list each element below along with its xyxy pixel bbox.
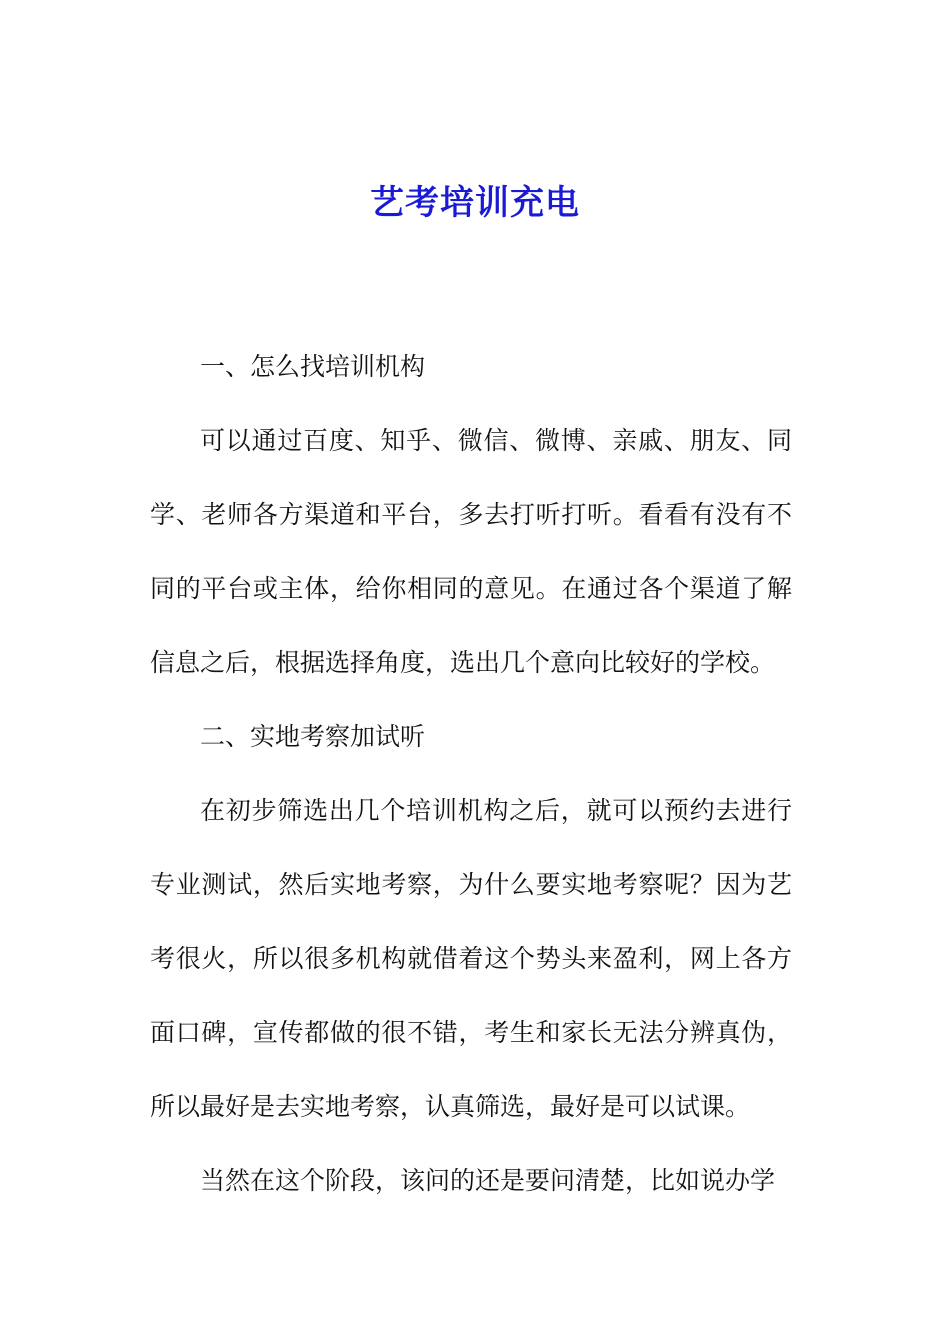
paragraph-ask-questions: 当然在这个阶段，该问的还是要问清楚，比如说办学	[200, 1166, 776, 1195]
section-heading-2: 二、实地考察加试听	[200, 722, 426, 751]
paragraph-site-visit: 在初步筛选出几个培训机构之后，就可以预约去进行专业测试，然后实地考察，为什么要实地考察呢？因为艺考很火，所以很多机构就借着这个势头来盈利，网上各方面口碑，宣传都做的很不错，考生和家长无法分辨真伪，所以最好是去实地考察，认真筛选，最好是可以试课。	[150, 796, 792, 1121]
document-body	[150, 330, 792, 1218]
document-title: 艺考培训充电	[370, 183, 580, 223]
paragraph-find-institutions: 可以通过百度、知乎、微信、微博、亲戚、朋友、同学、老师各方渠道和平台，多去打听打听。看看有没有不同的平台或主体，给你相同的意见。在通过各个渠道了解信息之后，根据选择角度，选出几个意向比较好的学校。	[150, 426, 792, 677]
section-heading-1: 一、怎么找培训机构	[200, 352, 426, 381]
